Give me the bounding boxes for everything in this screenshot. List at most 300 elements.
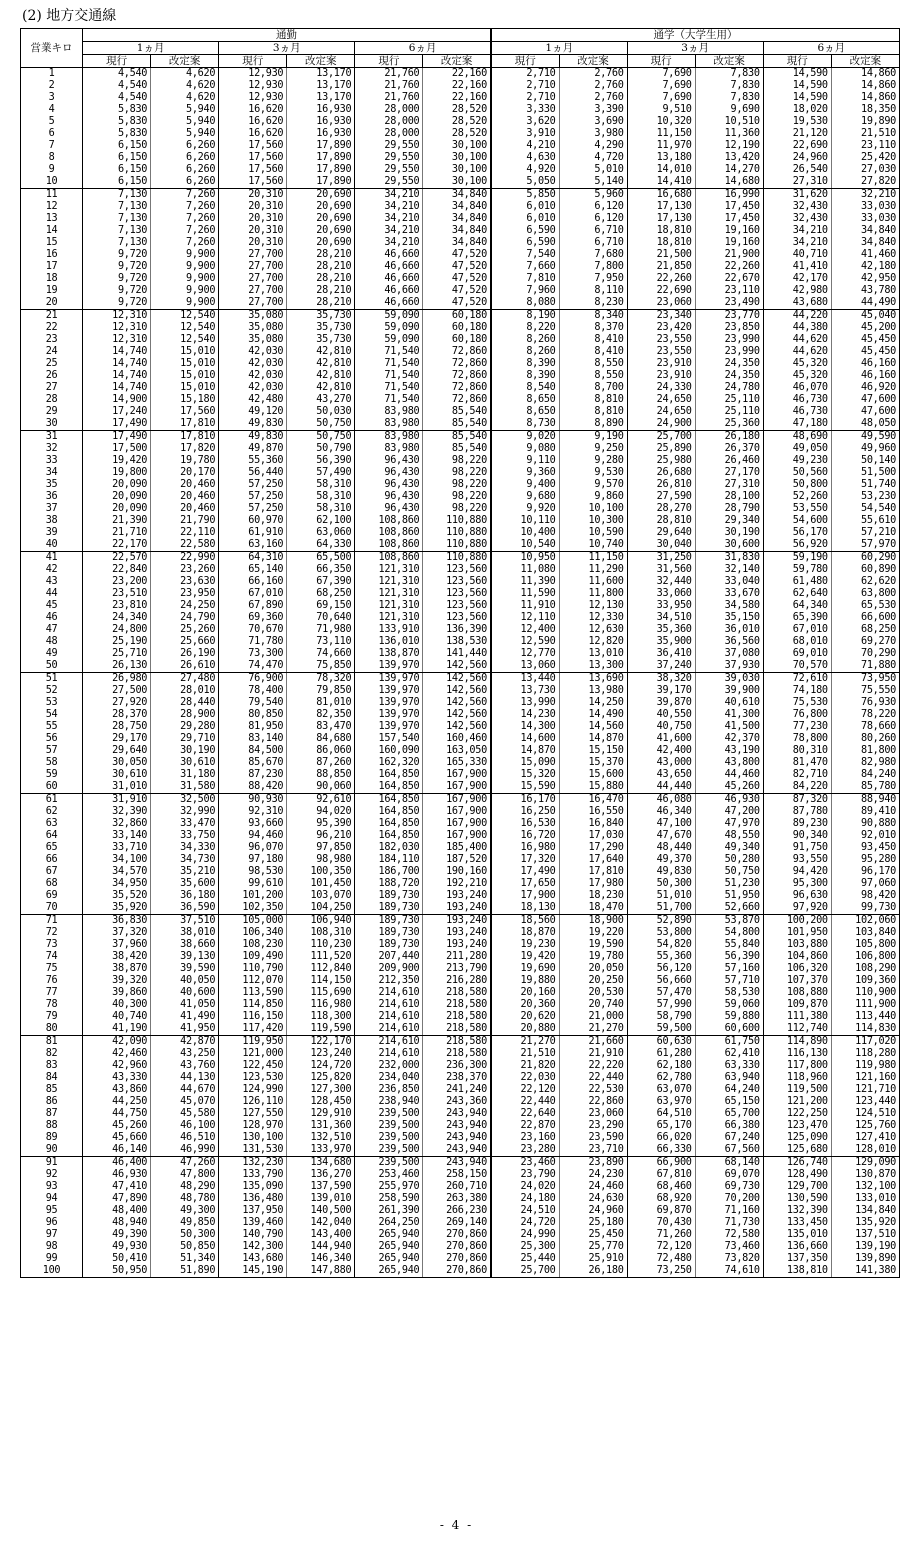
commute-3m-current-cell: 92,310 <box>219 806 287 818</box>
commute-6m-current-cell: 28,000 <box>355 128 423 140</box>
school-1m-current-cell: 15,090 <box>491 757 559 769</box>
commute-6m-revised-cell: 187,520 <box>423 854 491 866</box>
table-row <box>21 709 900 721</box>
commute-3m-revised-cell: 28,210 <box>287 249 355 261</box>
school-3m-current-cell: 23,910 <box>627 358 695 370</box>
school-3m-revised-cell: 27,170 <box>695 467 763 479</box>
school-1m-current-cell: 8,730 <box>491 418 559 431</box>
commute-6m-current-cell: 121,310 <box>355 564 423 576</box>
commute-1m-revised-cell: 20,460 <box>151 491 219 503</box>
school-6m-revised-cell: 65,530 <box>831 600 899 612</box>
commute-3m-revised-cell: 20,690 <box>287 189 355 202</box>
commute-6m-revised-cell: 270,860 <box>423 1265 491 1278</box>
commute-1m-current-cell: 9,720 <box>83 273 151 285</box>
commute-1m-current-cell: 21,390 <box>83 515 151 527</box>
school-3m-current-cell: 47,670 <box>627 830 695 842</box>
table-row <box>21 1084 900 1096</box>
school-1m-current-cell: 10,950 <box>491 552 559 565</box>
school-6m-revised-cell: 47,600 <box>831 406 899 418</box>
commute-6m-current-cell: 186,700 <box>355 866 423 878</box>
commute-6m-current-cell: 164,850 <box>355 769 423 781</box>
commute-1m-current-cell: 50,950 <box>83 1265 151 1278</box>
commute-3m-revised-cell: 142,040 <box>287 1217 355 1229</box>
school-1m-revised-cell: 26,180 <box>559 1265 627 1278</box>
school-3m-revised-cell: 36,010 <box>695 624 763 636</box>
school-6m-revised-cell: 75,550 <box>831 685 899 697</box>
table-row <box>21 951 900 963</box>
school-3m-revised-cell: 55,840 <box>695 939 763 951</box>
table-row <box>21 382 900 394</box>
km-cell: 78 <box>21 999 83 1011</box>
school-1m-current-cell: 2,710 <box>491 92 559 104</box>
school-3m-revised-cell: 69,730 <box>695 1181 763 1193</box>
school-1m-current-cell: 2,710 <box>491 80 559 92</box>
school-1m-current-cell: 7,660 <box>491 261 559 273</box>
table-row <box>21 975 900 987</box>
school-6m-current-cell: 129,700 <box>763 1181 831 1193</box>
school-3m-revised-cell: 58,530 <box>695 987 763 999</box>
table-row <box>21 1011 900 1023</box>
commute-1m-current-cell: 46,140 <box>83 1144 151 1157</box>
school-1m-current-cell: 10,110 <box>491 515 559 527</box>
commute-6m-revised-cell: 270,860 <box>423 1241 491 1253</box>
commute-1m-revised-cell: 28,900 <box>151 709 219 721</box>
commute-1m-current-cell: 5,830 <box>83 128 151 140</box>
school-1m-revised-cell: 15,370 <box>559 757 627 769</box>
commute-6m-revised-cell: 192,210 <box>423 878 491 890</box>
commute-6m-revised-cell: 138,530 <box>423 636 491 648</box>
commute-3m-current-cell: 101,200 <box>219 890 287 902</box>
school-6m-revised-cell: 137,510 <box>831 1229 899 1241</box>
commute-6m-revised-cell: 22,160 <box>423 68 491 81</box>
school-6m-current-cell: 76,800 <box>763 709 831 721</box>
commute-6m-revised-cell: 258,150 <box>423 1169 491 1181</box>
commute-3m-revised-cell: 137,590 <box>287 1181 355 1193</box>
commute-6m-current-cell: 236,850 <box>355 1084 423 1096</box>
school-3m-revised-cell: 23,490 <box>695 297 763 310</box>
school-6m-revised-cell: 85,780 <box>831 781 899 794</box>
commute-1m-current-cell: 7,130 <box>83 225 151 237</box>
school-6m-current-cell: 50,560 <box>763 467 831 479</box>
school-6m-current-cell: 70,570 <box>763 660 831 673</box>
school-3m-revised-cell: 28,790 <box>695 503 763 515</box>
school-1m-revised-cell: 18,900 <box>559 915 627 928</box>
commute-3m-revised-cell: 16,930 <box>287 104 355 116</box>
school-6m-revised-cell: 121,160 <box>831 1072 899 1084</box>
school-3m-revised-cell: 30,190 <box>695 527 763 539</box>
school-1m-current-cell: 9,680 <box>491 491 559 503</box>
commute-3m-current-cell: 49,120 <box>219 406 287 418</box>
commute-6m-revised-cell: 123,560 <box>423 564 491 576</box>
commute-3m-revised-cell: 132,510 <box>287 1132 355 1144</box>
km-cell: 89 <box>21 1132 83 1144</box>
commute-6m-revised-cell: 123,560 <box>423 588 491 600</box>
school-6m-current-cell: 130,590 <box>763 1193 831 1205</box>
school-1m-current-cell: 23,160 <box>491 1132 559 1144</box>
commute-6m-current-cell: 139,970 <box>355 709 423 721</box>
school-3m-current-cell: 26,810 <box>627 479 695 491</box>
school-3m-revised-cell: 10,510 <box>695 116 763 128</box>
school-3m-current-cell: 68,920 <box>627 1193 695 1205</box>
commute-6m-current-cell: 139,970 <box>355 721 423 733</box>
commute-6m-revised-cell: 72,860 <box>423 394 491 406</box>
commute-3m-current-cell: 57,250 <box>219 503 287 515</box>
commute-1m-revised-cell: 12,540 <box>151 334 219 346</box>
school-6m-revised-cell: 45,200 <box>831 322 899 334</box>
commute-1m-current-cell: 23,200 <box>83 576 151 588</box>
commute-6m-current-cell: 182,030 <box>355 842 423 854</box>
school-3m-current-cell: 27,590 <box>627 491 695 503</box>
table-row <box>21 80 900 92</box>
table-row <box>21 310 900 323</box>
commute-3m-revised-cell: 84,680 <box>287 733 355 745</box>
school-3m-current-cell: 43,650 <box>627 769 695 781</box>
commute-1m-current-cell: 45,660 <box>83 1132 151 1144</box>
school-6m-current-cell: 68,010 <box>763 636 831 648</box>
school-1m-current-cell: 8,260 <box>491 346 559 358</box>
school-3m-revised-cell: 21,900 <box>695 249 763 261</box>
commute-1m-revised-cell: 9,900 <box>151 297 219 310</box>
commute-6m-revised-cell: 270,860 <box>423 1229 491 1241</box>
section-title: (2) 地方交通線 <box>22 8 117 24</box>
table-row <box>21 648 900 660</box>
school-1m-revised-cell: 23,590 <box>559 1132 627 1144</box>
commute-6m-revised-cell: 193,240 <box>423 890 491 902</box>
commute-3m-revised-cell: 86,060 <box>287 745 355 757</box>
school-6m-revised-cell: 68,250 <box>831 624 899 636</box>
school-6m-revised-cell: 55,610 <box>831 515 899 527</box>
km-cell: 44 <box>21 588 83 600</box>
school-3m-revised-cell: 69,070 <box>695 1169 763 1181</box>
school-1m-current-cell: 19,880 <box>491 975 559 987</box>
km-cell: 31 <box>21 431 83 444</box>
commute-3m-revised-cell: 146,340 <box>287 1253 355 1265</box>
school-3m-revised-cell: 13,420 <box>695 152 763 164</box>
commute-3m-revised-cell: 69,150 <box>287 600 355 612</box>
school-6m-revised-cell: 41,460 <box>831 249 899 261</box>
school-6m-revised-cell: 42,950 <box>831 273 899 285</box>
commute-6m-current-cell: 121,310 <box>355 588 423 600</box>
table-row <box>21 612 900 624</box>
table-row <box>21 576 900 588</box>
school-1m-current-cell: 15,320 <box>491 769 559 781</box>
km-cell: 6 <box>21 128 83 140</box>
school-1m-revised-cell: 6,120 <box>559 201 627 213</box>
school-1m-current-cell: 3,910 <box>491 128 559 140</box>
current-header: 現行 <box>491 55 559 68</box>
school-6m-revised-cell: 51,740 <box>831 479 899 491</box>
school-1m-current-cell: 16,530 <box>491 818 559 830</box>
commute-6m-revised-cell: 163,050 <box>423 745 491 757</box>
commute-1m-revised-cell: 4,620 <box>151 68 219 81</box>
km-cell: 94 <box>21 1193 83 1205</box>
school-3m-current-cell: 49,370 <box>627 854 695 866</box>
table-row <box>21 999 900 1011</box>
commute-6m-revised-cell: 28,520 <box>423 128 491 140</box>
commute-1m-revised-cell: 17,810 <box>151 431 219 444</box>
school-1m-revised-cell: 12,330 <box>559 612 627 624</box>
commute-3m-revised-cell: 13,170 <box>287 92 355 104</box>
commute-1m-revised-cell: 48,290 <box>151 1181 219 1193</box>
table-row <box>21 745 900 757</box>
school-3m-current-cell: 23,060 <box>627 297 695 310</box>
school-1m-revised-cell: 10,590 <box>559 527 627 539</box>
km-cell: 14 <box>21 225 83 237</box>
commute-3m-revised-cell: 20,690 <box>287 201 355 213</box>
commute-6m-revised-cell: 98,220 <box>423 503 491 515</box>
commute-3m-current-cell: 137,950 <box>219 1205 287 1217</box>
commute-1m-revised-cell: 4,620 <box>151 80 219 92</box>
school-6m-revised-cell: 98,420 <box>831 890 899 902</box>
school-6m-current-cell: 31,620 <box>763 189 831 202</box>
school-1m-current-cell: 17,490 <box>491 866 559 878</box>
commute-3m-current-cell: 140,790 <box>219 1229 287 1241</box>
km-cell: 84 <box>21 1072 83 1084</box>
school-6m-revised-cell: 114,830 <box>831 1023 899 1036</box>
commute-1m-revised-cell: 41,050 <box>151 999 219 1011</box>
school-1m-revised-cell: 8,550 <box>559 358 627 370</box>
school-1m-revised-cell: 8,230 <box>559 297 627 310</box>
commute-1m-current-cell: 42,960 <box>83 1060 151 1072</box>
school-6m-current-cell: 82,710 <box>763 769 831 781</box>
school-1m-current-cell: 13,990 <box>491 697 559 709</box>
school-1m-current-cell: 22,030 <box>491 1072 559 1084</box>
table-row <box>21 1072 900 1084</box>
table-row <box>21 455 900 467</box>
commute-6m-current-cell: 261,390 <box>355 1205 423 1217</box>
table-row <box>21 152 900 164</box>
commute-3m-revised-cell: 122,170 <box>287 1036 355 1049</box>
school-1m-current-cell: 24,020 <box>491 1181 559 1193</box>
commute-1m-current-cell: 42,460 <box>83 1048 151 1060</box>
school-3m-revised-cell: 52,660 <box>695 902 763 915</box>
commute-1m-current-cell: 42,090 <box>83 1036 151 1049</box>
km-cell: 16 <box>21 249 83 261</box>
school-6m-current-cell: 32,430 <box>763 213 831 225</box>
school-6m-current-cell: 59,780 <box>763 564 831 576</box>
school-1m-revised-cell: 9,570 <box>559 479 627 491</box>
school-1m-revised-cell: 5,140 <box>559 176 627 189</box>
commute-3m-revised-cell: 111,520 <box>287 951 355 963</box>
commute-1m-revised-cell: 35,210 <box>151 866 219 878</box>
commute-6m-current-cell: 59,090 <box>355 322 423 334</box>
commute-1m-revised-cell: 43,250 <box>151 1048 219 1060</box>
school-3m-revised-cell: 34,580 <box>695 600 763 612</box>
school-3m-revised-cell: 14,270 <box>695 164 763 176</box>
school-3m-revised-cell: 54,800 <box>695 927 763 939</box>
table-row <box>21 854 900 866</box>
school-6m-current-cell: 46,730 <box>763 394 831 406</box>
commute-6m-current-cell: 253,460 <box>355 1169 423 1181</box>
commute-6m-revised-cell: 85,540 <box>423 431 491 444</box>
commute-3m-current-cell: 94,460 <box>219 830 287 842</box>
school-1m-current-cell: 2,710 <box>491 68 559 81</box>
school-1m-current-cell: 14,230 <box>491 709 559 721</box>
commute-6m-current-cell: 34,210 <box>355 201 423 213</box>
school-3m-revised-cell: 74,610 <box>695 1265 763 1278</box>
commute-3m-current-cell: 93,660 <box>219 818 287 830</box>
km-header: 営業キロ <box>21 29 83 68</box>
km-cell: 85 <box>21 1084 83 1096</box>
commute-1m-current-cell: 48,400 <box>83 1205 151 1217</box>
table-row <box>21 600 900 612</box>
school-3m-revised-cell: 42,370 <box>695 733 763 745</box>
commute-1m-current-cell: 27,500 <box>83 685 151 697</box>
commute-header: 通勤 <box>83 29 491 42</box>
school-1m-revised-cell: 20,740 <box>559 999 627 1011</box>
km-cell: 55 <box>21 721 83 733</box>
km-cell: 66 <box>21 854 83 866</box>
school-1m-current-cell: 15,590 <box>491 781 559 794</box>
revised-header: 改定案 <box>151 55 219 68</box>
school-3m-current-cell: 7,690 <box>627 92 695 104</box>
commute-3m-current-cell: 136,480 <box>219 1193 287 1205</box>
table-row <box>21 164 900 176</box>
school-1m-current-cell: 11,590 <box>491 588 559 600</box>
commute-6m-current-cell: 214,610 <box>355 1011 423 1023</box>
commute-3m-revised-cell: 43,270 <box>287 394 355 406</box>
km-cell: 69 <box>21 890 83 902</box>
commute-6m-current-cell: 96,430 <box>355 491 423 503</box>
school-6m-revised-cell: 89,410 <box>831 806 899 818</box>
school-6m-current-cell: 93,550 <box>763 854 831 866</box>
commute-3m-current-cell: 71,780 <box>219 636 287 648</box>
km-cell: 41 <box>21 552 83 565</box>
table-row <box>21 1217 900 1229</box>
commute-6m-revised-cell: 85,540 <box>423 406 491 418</box>
table-row <box>21 406 900 418</box>
commute-1m-revised-cell: 38,010 <box>151 927 219 939</box>
school-3m-current-cell: 32,440 <box>627 576 695 588</box>
commute-6m-revised-cell: 193,240 <box>423 939 491 951</box>
school-6m-revised-cell: 47,600 <box>831 394 899 406</box>
table-row <box>21 1144 900 1157</box>
school-3m-current-cell: 37,240 <box>627 660 695 673</box>
commute-1m-current-cell: 34,950 <box>83 878 151 890</box>
school-1m-revised-cell: 4,290 <box>559 140 627 152</box>
school-6m-revised-cell: 82,980 <box>831 757 899 769</box>
commute-3m-revised-cell: 17,890 <box>287 152 355 164</box>
commute-3m-revised-cell: 28,210 <box>287 273 355 285</box>
school-3m-current-cell: 30,040 <box>627 539 695 552</box>
school-1m-revised-cell: 21,270 <box>559 1023 627 1036</box>
commute-3m-revised-cell: 100,350 <box>287 866 355 878</box>
commute-3m-current-cell: 132,230 <box>219 1157 287 1170</box>
commute-6m-revised-cell: 167,900 <box>423 806 491 818</box>
commute-3m-revised-cell: 79,850 <box>287 685 355 697</box>
km-cell: 3 <box>21 92 83 104</box>
school-3m-current-cell: 48,440 <box>627 842 695 854</box>
current-header: 現行 <box>219 55 287 68</box>
school-6m-revised-cell: 34,840 <box>831 237 899 249</box>
school-6m-revised-cell: 118,280 <box>831 1048 899 1060</box>
school-6m-current-cell: 81,470 <box>763 757 831 769</box>
school-6m-revised-cell: 73,950 <box>831 673 899 686</box>
commute-1m-revised-cell: 31,180 <box>151 769 219 781</box>
school-6m-current-cell: 138,810 <box>763 1265 831 1278</box>
school-3m-current-cell: 56,660 <box>627 975 695 987</box>
commute-6m-current-cell: 71,540 <box>355 358 423 370</box>
school-6m-current-cell: 133,450 <box>763 1217 831 1229</box>
km-cell: 33 <box>21 455 83 467</box>
commute-3m-revised-cell: 104,250 <box>287 902 355 915</box>
commute-3m-current-cell: 42,030 <box>219 370 287 382</box>
school-6m-current-cell: 42,980 <box>763 285 831 297</box>
school-3m-revised-cell: 22,260 <box>695 261 763 273</box>
school-3m-current-cell: 14,410 <box>627 176 695 189</box>
school-3m-current-cell: 60,630 <box>627 1036 695 1049</box>
school-3m-revised-cell: 70,200 <box>695 1193 763 1205</box>
commute-3m-revised-cell: 17,890 <box>287 176 355 189</box>
school-1m-current-cell: 11,390 <box>491 576 559 588</box>
school-6m-revised-cell: 92,010 <box>831 830 899 842</box>
commute-3m-current-cell: 55,360 <box>219 455 287 467</box>
table-row <box>21 273 900 285</box>
commute-6m-revised-cell: 110,880 <box>423 527 491 539</box>
school-6m-current-cell: 26,540 <box>763 164 831 176</box>
school-1m-current-cell: 8,540 <box>491 382 559 394</box>
school-1m-current-cell: 16,250 <box>491 806 559 818</box>
school-6m-current-cell: 78,800 <box>763 733 831 745</box>
school-1m-current-cell: 13,060 <box>491 660 559 673</box>
school-6m-revised-cell: 96,170 <box>831 866 899 878</box>
commute-1m-current-cell: 46,400 <box>83 1157 151 1170</box>
school-3m-revised-cell: 25,110 <box>695 394 763 406</box>
commute-6m-revised-cell: 98,220 <box>423 491 491 503</box>
commute-3m-revised-cell: 70,640 <box>287 612 355 624</box>
school-1m-revised-cell: 2,760 <box>559 68 627 81</box>
km-cell: 88 <box>21 1120 83 1132</box>
commute-1m-revised-cell: 47,260 <box>151 1157 219 1170</box>
commute-1m-current-cell: 14,740 <box>83 358 151 370</box>
school-1m-revised-cell: 17,030 <box>559 830 627 842</box>
school-6m-revised-cell: 117,020 <box>831 1036 899 1049</box>
school-6m-current-cell: 91,750 <box>763 842 831 854</box>
commute-1m-current-cell: 6,150 <box>83 152 151 164</box>
commute-1m-revised-cell: 33,750 <box>151 830 219 842</box>
school-6m-current-cell: 128,490 <box>763 1169 831 1181</box>
commute-1m-revised-cell: 29,710 <box>151 733 219 745</box>
school-3m-current-cell: 28,810 <box>627 515 695 527</box>
school-1m-revised-cell: 25,770 <box>559 1241 627 1253</box>
km-cell: 76 <box>21 975 83 987</box>
commute-1m-current-cell: 4,540 <box>83 68 151 81</box>
header-row-period <box>21 42 900 55</box>
school-6m-revised-cell: 105,800 <box>831 939 899 951</box>
school-1m-revised-cell: 3,390 <box>559 104 627 116</box>
km-cell: 63 <box>21 818 83 830</box>
school-3m-current-cell: 10,320 <box>627 116 695 128</box>
school-6m-current-cell: 64,340 <box>763 600 831 612</box>
table-row <box>21 552 900 565</box>
school-6m-current-cell: 123,470 <box>763 1120 831 1132</box>
school-6m-revised-cell: 139,190 <box>831 1241 899 1253</box>
km-cell: 7 <box>21 140 83 152</box>
commute-3m-revised-cell: 147,880 <box>287 1265 355 1278</box>
school-6m-revised-cell: 14,860 <box>831 80 899 92</box>
commute-3m-current-cell: 27,700 <box>219 249 287 261</box>
commute-6m-current-cell: 83,980 <box>355 406 423 418</box>
school-6m-current-cell: 89,230 <box>763 818 831 830</box>
commute-1m-revised-cell: 6,260 <box>151 176 219 189</box>
table-row <box>21 418 900 431</box>
school-6m-current-cell: 44,380 <box>763 322 831 334</box>
school-1m-revised-cell: 8,340 <box>559 310 627 323</box>
school-3m-revised-cell: 31,830 <box>695 552 763 565</box>
commute-3m-revised-cell: 96,210 <box>287 830 355 842</box>
school-1m-revised-cell: 13,980 <box>559 685 627 697</box>
commute-1m-current-cell: 14,740 <box>83 346 151 358</box>
